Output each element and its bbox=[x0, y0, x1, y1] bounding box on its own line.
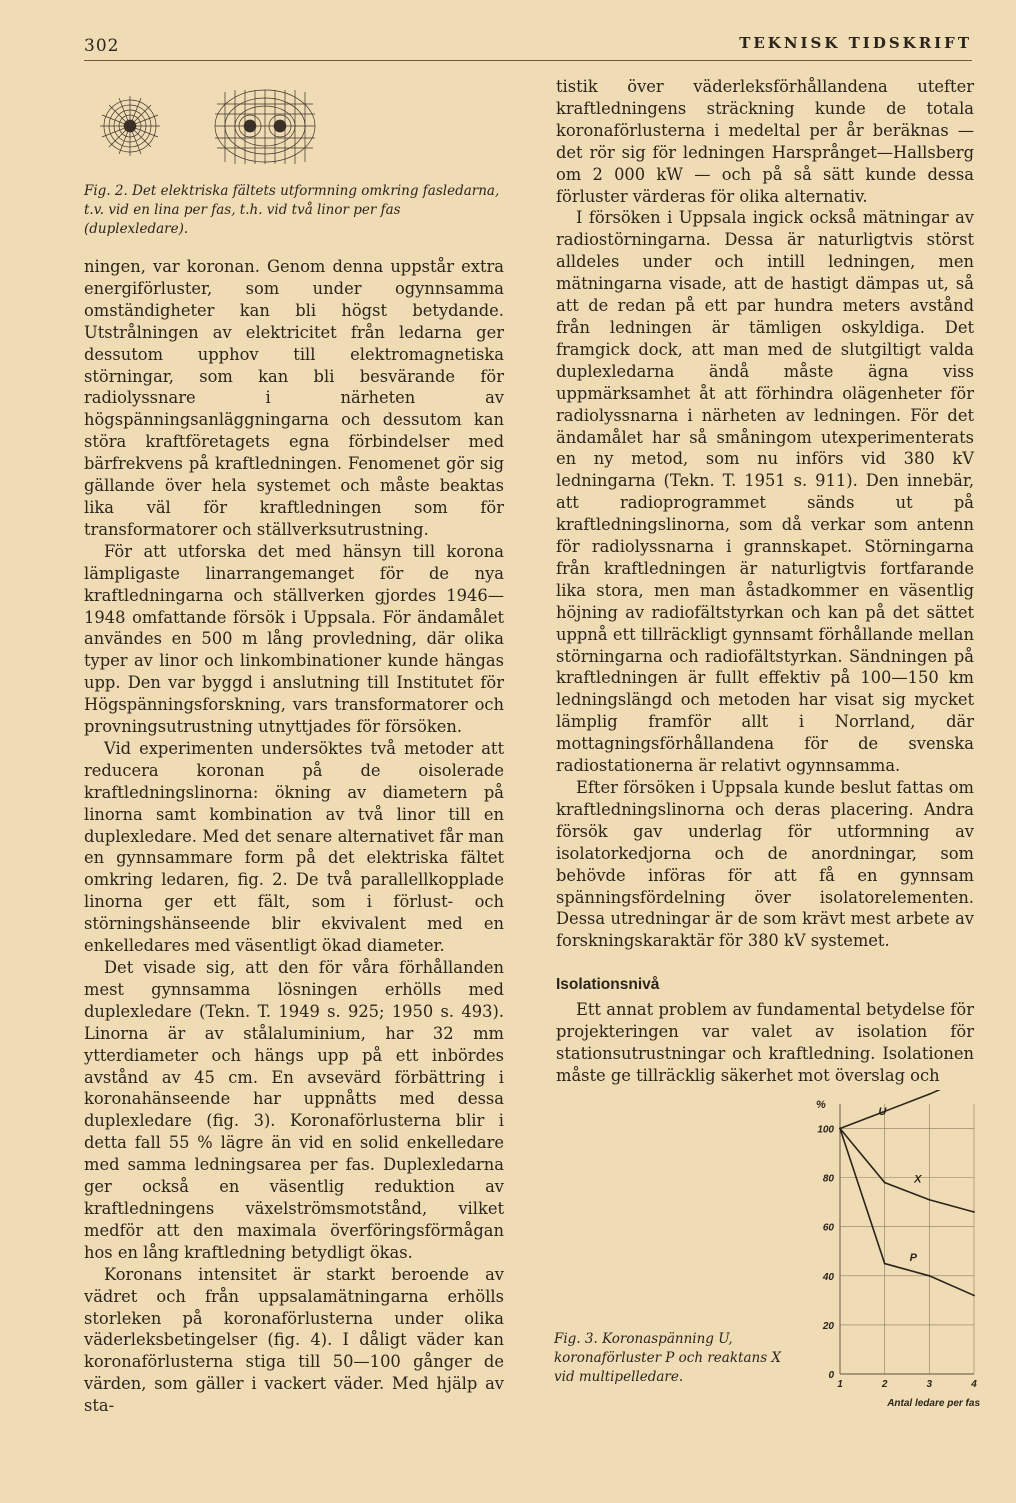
section-gap bbox=[556, 952, 974, 974]
series-line-X bbox=[840, 1129, 974, 1212]
y-axis-label: % bbox=[816, 1099, 826, 1111]
fig3-chart bbox=[800, 1090, 990, 1410]
data-point-P bbox=[928, 1275, 930, 1277]
data-point-X bbox=[884, 1182, 886, 1184]
x-tick-label: 3 bbox=[926, 1379, 933, 1390]
y-tick-label: 60 bbox=[822, 1222, 834, 1234]
data-point-X bbox=[973, 1211, 975, 1213]
paragraph: Efter försöken i Uppsala kunde beslut fattas om kraftledningslinorna och deras placering. Andra försök gav underlag för utformning av isolatorkedjorna och de anordningar, som behövde införas för att få en gynnsam spänningsfördelning över isolatorelementen. Dessa utredningar är de som krävt mest arbete av forskningskaraktär för 380 kV systemet. bbox=[556, 778, 974, 951]
left-column bbox=[84, 256, 504, 1417]
fig2-caption: Fig. 2. Det elektriska fältets utformning omkring fasledarna, t.v. vid en lina per fas, t.h. vid två linor per fas (duplexledare). bbox=[84, 183, 500, 237]
header-rule bbox=[84, 60, 972, 61]
fig2-field-diagram bbox=[90, 84, 350, 184]
series-line-U bbox=[840, 1090, 974, 1129]
journal-title: TEKNISK TIDSKRIFT bbox=[739, 34, 972, 52]
paragraph: I försöken i Uppsala ingick också mätningar av radiostörningarna. Dessa är naturligtvis störst alldeles under och intill ledningen, men mätningarna visade, att de hastigt dämpas ut, så att de redan på ett par hundra meters avstånd från ledningen är tämligen oskyldiga. Det framgick dock, att man med de slutgiltigt valda duplexledarna ändå måste ägna viss uppmärksamhet åt att förhindra olägenheter för radiolyssnarna i närheten av ledningen. För det ändamålet har så småningom utexperimenterats en ny metod, som nu införs vid 380 kV ledningarna (Tekn. T. 1951 s. 911). Den innebär, att radioprogrammet sänds ut på kraftledningslinorna, som då verkar som antenn för radiolyssnarna i grannskapet. Störningarna från kraftledningen är naturligtvis fortfarande lika stora, men man åstadkommer en väsentlig höjning av radiofältstyrkan och kan på det sättet uppnå ett tillräckligt gynnsamt förhållande mellan störningarna och radiofältstyrkan. Sändningen på kraftledningen är fullt effektiv på 100—150 km ledningslängd och metoden har visat sig mycket lämplig framför allt i Norrland, där mottagningsförhållandena för de svenska radiostationerna är relativt ogynnsamma. bbox=[556, 208, 974, 776]
x-tick-label: 2 bbox=[881, 1379, 888, 1390]
right-column bbox=[556, 76, 974, 1087]
y-tick-label: 0 bbox=[828, 1370, 834, 1381]
section-heading: Isolationsnivå bbox=[556, 976, 660, 994]
data-point-X bbox=[928, 1199, 930, 1201]
x-tick-label: 4 bbox=[971, 1379, 977, 1390]
paragraph: Ett annat problem av fundamental betydelse för projekteringen var valet av isolation för stationsutrustningar och kraftledning. Isolationen måste ge tillräcklig säkerhet mot överslag och bbox=[556, 1000, 974, 1085]
data-point-P bbox=[884, 1263, 886, 1265]
series-label-X: X bbox=[914, 1173, 922, 1186]
data-point-P bbox=[839, 1128, 841, 1130]
fig2-duplex-conductor-plot bbox=[215, 90, 315, 164]
x-axis-label: Antal ledare per fas bbox=[887, 1398, 980, 1409]
paragraph: Vid experimenten undersöktes två metoder att reducera koronan på de oisolerade kraftledningslinorna: ökning av diametern på linorna samt kombination av två linor till en duplexledare. Med det senare alternativet får man en gynnsammare form på det elektriska fältet omkring ledaren, fig. 2. De två parallellkopplade linorna ger ett fält, som i förlust- och störningshänseende blir ekvivalent med en enkelledares med väsentligt ökad diameter. bbox=[84, 738, 504, 956]
fig2-single-conductor-plot bbox=[100, 96, 160, 156]
paragraph: ningen, var koronan. Genom denna uppstår extra energiförluster, som under ogynnsamma omständigheter kan bli högst betydande. Utstrålningen av elektricitet från ledarna ger dessutom upphov till elektromagnetiska störningar, som kan bli besvärande för radiolyssnare i närheten av högspänningsanläggningarna och dessutom kan störa kraftföretagets egna förbindelser med bärfrekvens på kraftledningen. Fenomenet gör sig gällande över hela systemet och måste beaktas lika väl för kraftledningen som för transformatorer och ställverksutrustning. bbox=[84, 257, 504, 539]
series-label-P: P bbox=[909, 1252, 917, 1264]
paragraph: tistik över väderleksförhållandena utefter kraftledningens sträckning kunde de totala koronaförlusterna i medeltal per år beräknas — det rör sig för ledningen Harsprånget—Hallsberg om 2 000 kW — och på så sätt kunde dessa förluster värderas för olika alternativ. bbox=[556, 77, 974, 206]
data-point-U bbox=[928, 1093, 930, 1095]
y-tick-label: 100 bbox=[817, 1124, 834, 1136]
y-tick-label: 20 bbox=[822, 1320, 834, 1332]
series-label-U: U bbox=[878, 1105, 887, 1118]
page-number: 302 bbox=[84, 36, 120, 56]
y-tick-label: 40 bbox=[822, 1271, 834, 1283]
y-tick-label: 80 bbox=[822, 1173, 834, 1185]
fig3-caption: Fig. 3. Koronaspänning U, koronaförluster P och reaktans X vid multipelledare. bbox=[554, 1331, 782, 1385]
paragraph: Det visade sig, att den för våra förhållanden mest gynnsamma lösningen erhölls med duplexledare (Tekn. T. 1949 s. 925; 1950 s. 493). Linorna är av stålaluminium, har 32 mm ytterdiameter och hängs upp på ett inbördes avstånd av 45 cm. En avsevärd förbättring i koronahänseende har uppnåtts med dessa duplexledare (fig. 3). Koronaförlusterna blir i detta fall 55 % lägre än vid en solid enkelledare med samma ledningsarea per fas. Duplexledarna ger också en väsentlig reduktion av kraftledningens växelströmsmotstånd, vilket medför att den maximala överföringsförmågan hos en lång kraftledning betydligt ökas. bbox=[84, 958, 504, 1262]
data-point-P bbox=[973, 1295, 975, 1297]
paragraph: För att utforska det med hänsyn till korona lämpligaste linarrangemanget för de nya kraftledningarna och ställverken gjordes 1946—1948 omfattande försök i Uppsala. För ändamålet användes en 500 m lång provledning, där olika typer av linor och linkombinationer kunde hängas upp. Den var byggd i anslutning till Institutet för Högspänningsforskning, vars transformatorer och provningsutrustning utnyttjades för försöken. bbox=[84, 541, 504, 737]
paragraph: Koronans intensitet är starkt beroende av vädret och från uppsalamätningarna erhölls storleken på koronaförlusterna under olika väderleksbetingelser (fig. 4). I dåligt väder kan koronaförlusterna stiga till 50—100 gånger de värden, som gäller i vackert väder. Med hjälp av sta- bbox=[84, 1264, 504, 1416]
x-tick-label: 1 bbox=[837, 1379, 843, 1390]
